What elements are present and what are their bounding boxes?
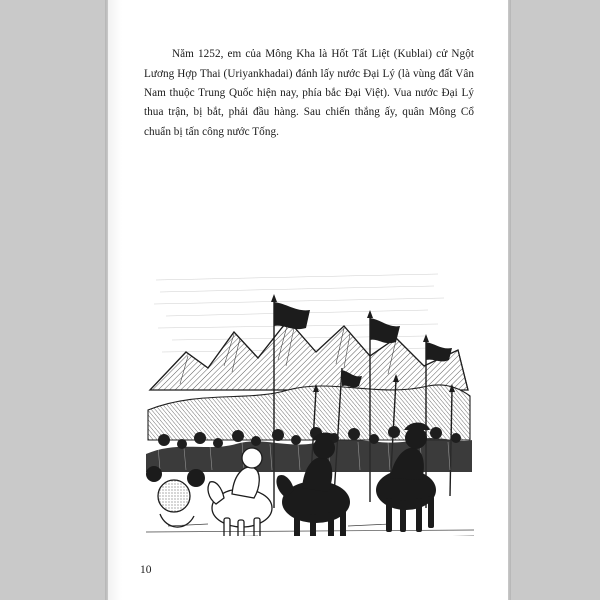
body-paragraph: Năm 1252, em của Mông Kha là Hốt Tất Liệt (Kublai) cử Ngột Lương Hợp Thai (Uriyankhadai) đánh lấy nước Đại Lý (là vùng đất Vân Nam thuộc Trung Quốc hiện nay, phía bắc Đại Việt). Vua nước Đại Lý thua trận, bị bắt, phải đầu hàng. Sau chiến thắng ấy, quân Mông Cổ chuẩn bị tấn công nước Tống. bbox=[144, 48, 474, 138]
book-page bbox=[108, 0, 508, 600]
page-number: 10 bbox=[140, 564, 152, 576]
mongol-cavalry-engraving bbox=[138, 240, 478, 540]
page-gutter-shading bbox=[108, 0, 122, 600]
illustration-figure bbox=[138, 240, 478, 540]
